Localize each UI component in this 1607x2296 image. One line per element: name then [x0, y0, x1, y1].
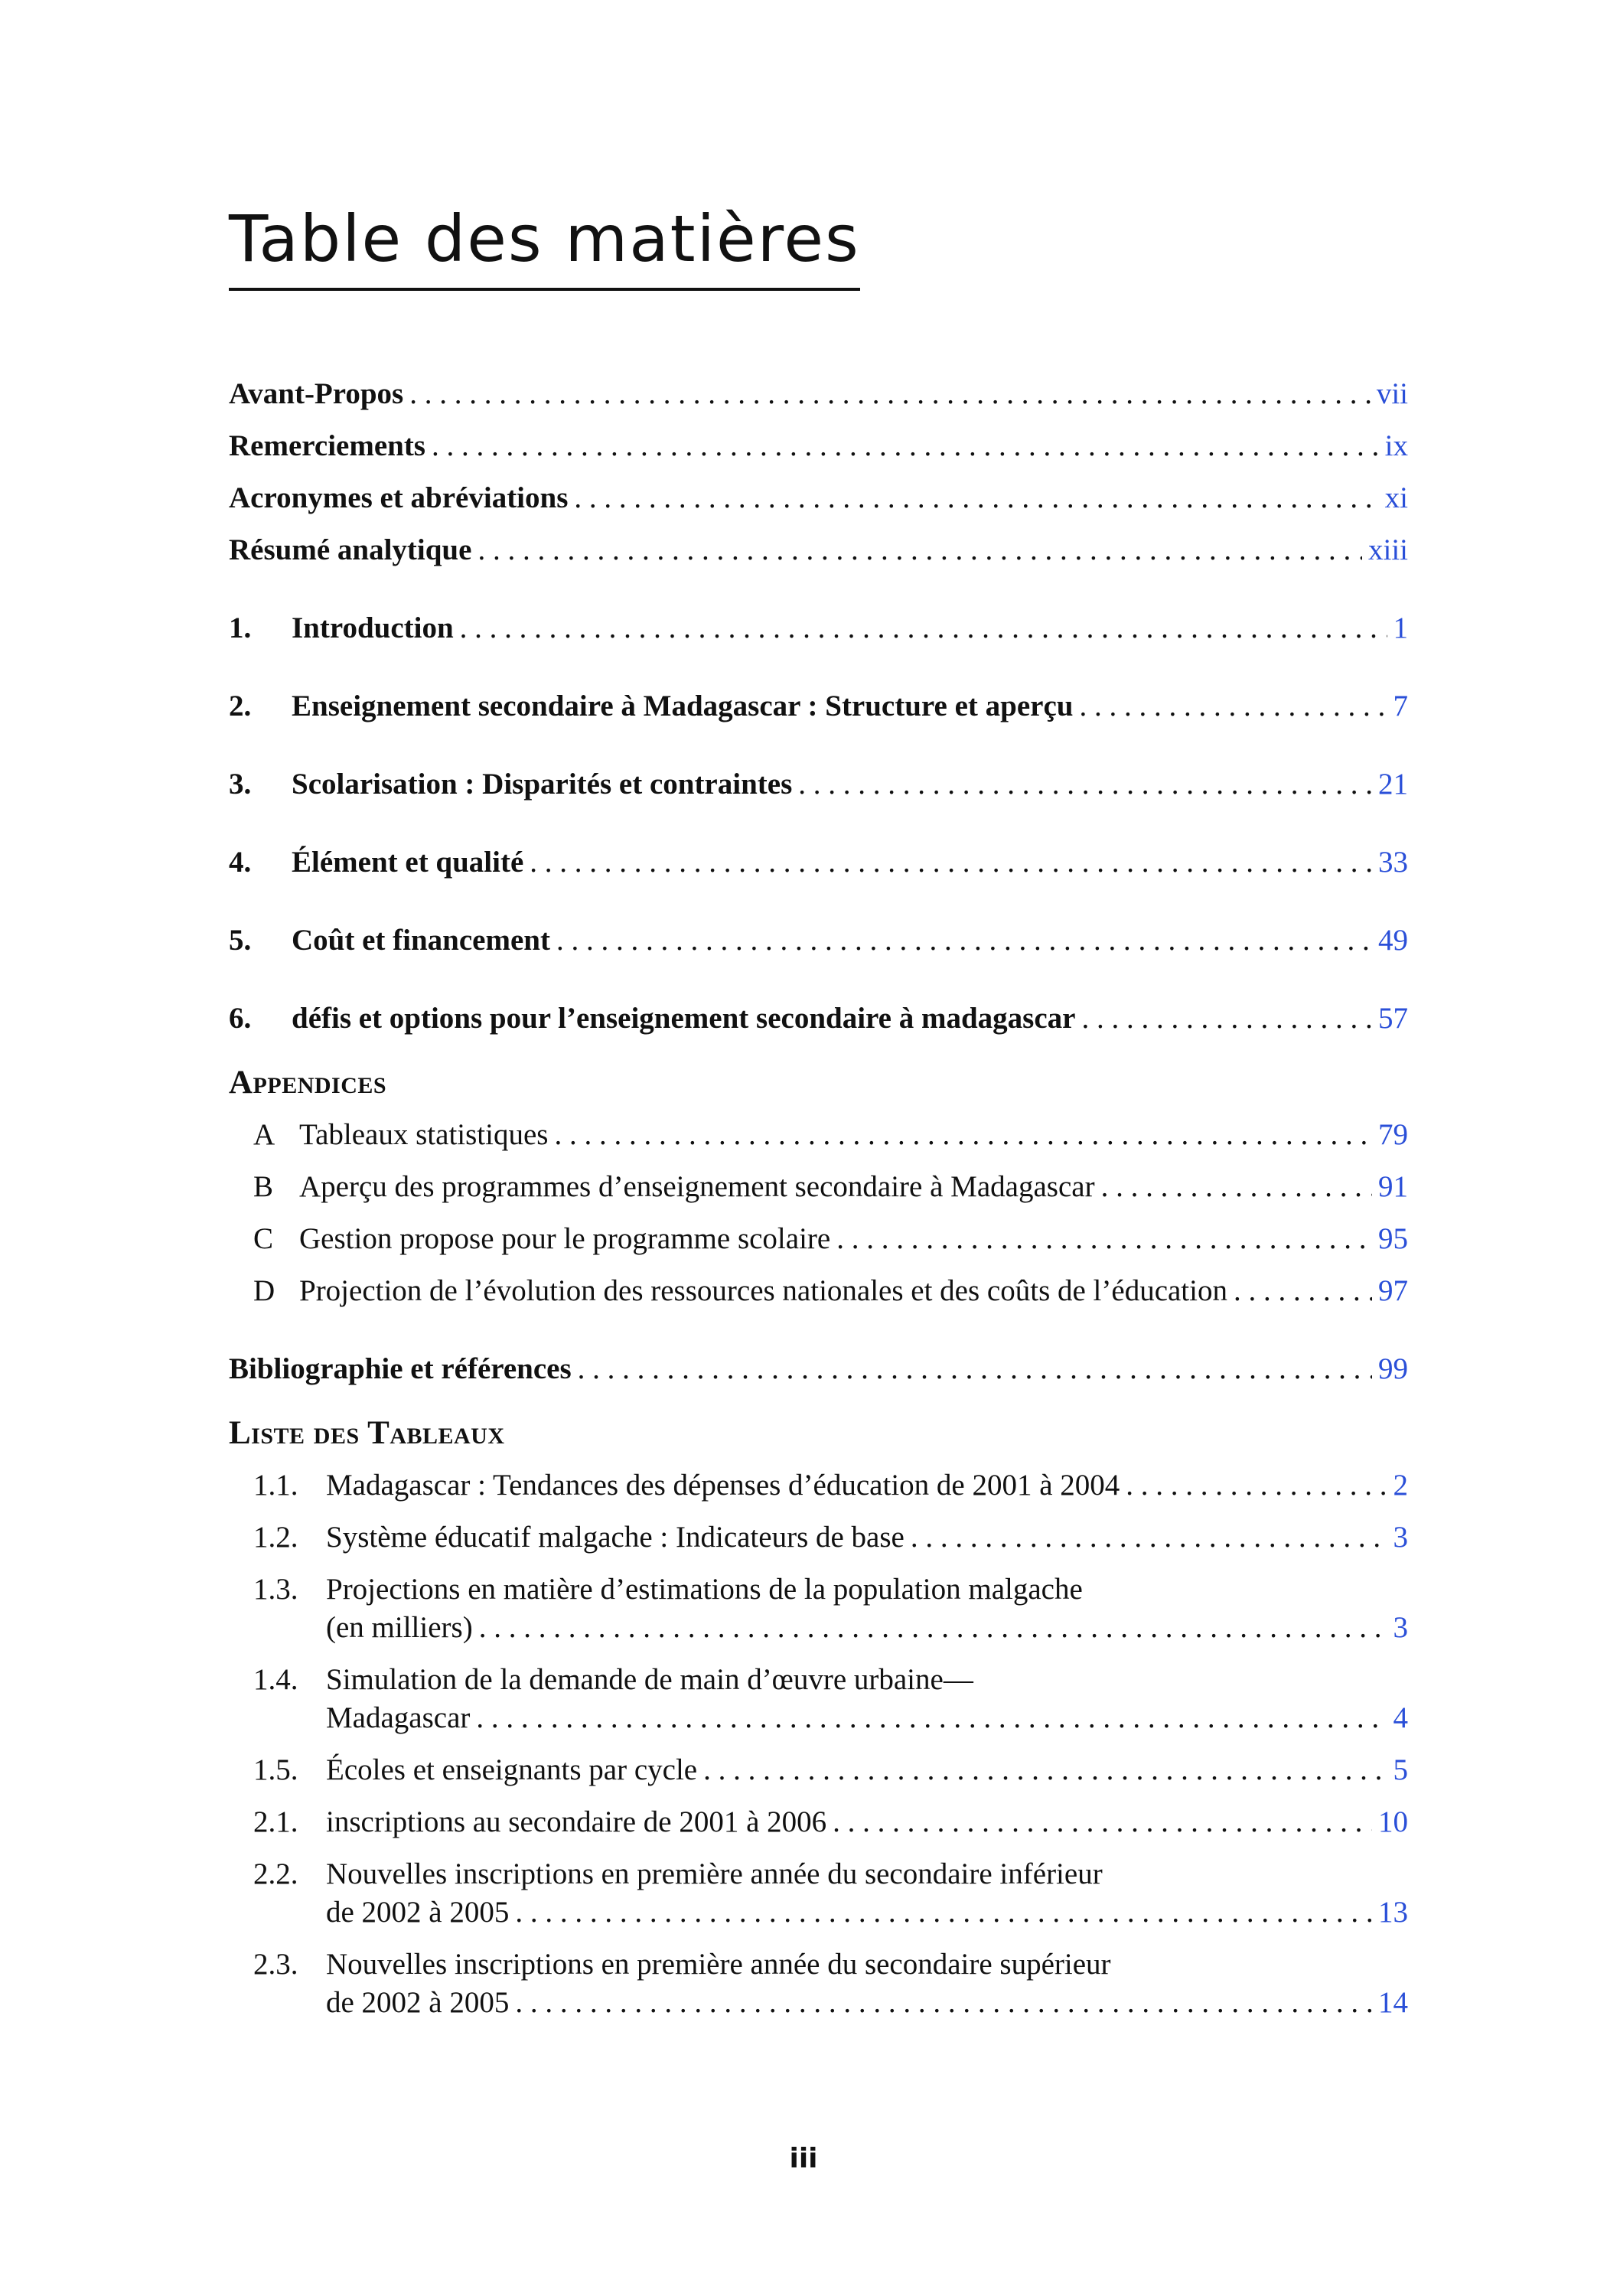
toc-entry-acronymes[interactable]	[229, 479, 1408, 517]
toc-entry-title: Bibliographie et références	[229, 1352, 572, 1385]
table-title-continued: de 2002 à 2005	[326, 1896, 510, 1929]
toc-table-1-1[interactable]	[229, 1466, 1408, 1505]
appendix-letter: A	[253, 1118, 275, 1151]
toc-chapter-4[interactable]	[229, 843, 1408, 882]
dot-leader	[556, 921, 1372, 960]
toc-entry-title: Acronymes et abréviations	[229, 481, 569, 514]
toc-chapter-3[interactable]	[229, 765, 1408, 804]
dot-leader	[798, 765, 1372, 804]
dot-leader	[1126, 1466, 1387, 1505]
toc-page-link[interactable]: 99	[1378, 1352, 1408, 1385]
table-title: Projections en matière d’estimations de la population malgache	[326, 1573, 1083, 1606]
table-title: Système éducatif malgache : Indicateurs de base	[326, 1521, 905, 1554]
table-number: 1.1.	[253, 1469, 298, 1502]
toc-entry-avant-propos[interactable]	[229, 375, 1408, 413]
chapter-number: 4.	[229, 846, 252, 879]
toc-page-link[interactable]: 14	[1378, 1986, 1408, 2019]
table-number: 1.4.	[253, 1663, 298, 1696]
toc-page-link[interactable]: 49	[1378, 924, 1408, 957]
table-number: 1.5.	[253, 1753, 298, 1786]
table-title: Nouvelles inscriptions en première année du secondaire inférieur	[326, 1857, 1103, 1890]
tables-heading: Liste des Tableaux	[229, 1415, 505, 1451]
toc-entry-resume[interactable]	[229, 531, 1408, 569]
toc-table-1-4[interactable]	[229, 1661, 1408, 1737]
footer-page-number: iii	[789, 2143, 818, 2174]
dot-leader	[1234, 1272, 1372, 1310]
chapter-number: 2.	[229, 690, 252, 722]
toc-chapter-5[interactable]	[229, 921, 1408, 960]
toc-page-link[interactable]: 10	[1378, 1805, 1408, 1838]
toc-page-link[interactable]: 2	[1393, 1469, 1408, 1502]
appendix-title: Tableaux statistiques	[299, 1118, 549, 1151]
toc-page-link[interactable]: 5	[1393, 1753, 1408, 1786]
chapter-number: 6.	[229, 1002, 252, 1035]
dot-leader	[703, 1751, 1387, 1789]
appendix-letter: C	[253, 1222, 274, 1255]
toc-table-1-2[interactable]	[229, 1518, 1408, 1557]
dot-leader	[460, 609, 1387, 647]
dot-leader	[1101, 1168, 1372, 1206]
toc-page-link[interactable]: xiii	[1367, 533, 1408, 566]
appendix-title: Aperçu des programmes d’enseignement secondaire à Madagascar	[299, 1170, 1095, 1203]
table-of-contents	[229, 375, 1408, 2036]
toc-page-link[interactable]: 4	[1393, 1701, 1408, 1734]
dot-leader	[1079, 687, 1387, 726]
toc-page-link[interactable]: 3	[1393, 1611, 1408, 1644]
toc-table-2-3[interactable]	[229, 1945, 1408, 2022]
table-title: Nouvelles inscriptions en première année du secondaire supérieur	[326, 1948, 1111, 1981]
toc-entry-title: Résumé analytique	[229, 533, 472, 566]
toc-appendix-c[interactable]	[229, 1220, 1408, 1258]
appendices-heading: Appendices	[229, 1065, 387, 1101]
toc-appendix-b[interactable]	[229, 1168, 1408, 1206]
dot-leader	[476, 1699, 1387, 1737]
toc-page-link[interactable]: vii	[1376, 377, 1408, 410]
appendix-letter: B	[253, 1170, 274, 1203]
chapter-number: 1.	[229, 612, 252, 644]
toc-appendix-d[interactable]	[229, 1272, 1408, 1310]
table-title: Madagascar : Tendances des dépenses d’éducation de 2001 à 2004	[326, 1469, 1120, 1502]
dot-leader	[432, 427, 1379, 465]
table-title: Écoles et enseignants par cycle	[326, 1753, 698, 1786]
page-title: Table des matières	[229, 207, 860, 291]
toc-entry-title: Remerciements	[229, 429, 425, 462]
toc-appendix-a[interactable]	[229, 1116, 1408, 1154]
table-number: 1.2.	[253, 1521, 298, 1554]
chapter-number: 3.	[229, 768, 252, 801]
table-number: 2.3.	[253, 1948, 298, 1981]
chapter-title: Coût et financement	[292, 924, 550, 957]
toc-table-1-5[interactable]	[229, 1751, 1408, 1789]
dot-leader	[1081, 1000, 1372, 1038]
dot-leader	[578, 1350, 1372, 1388]
table-number: 2.1.	[253, 1805, 298, 1838]
toc-entry-title: Avant-Propos	[229, 377, 404, 410]
toc-page-link[interactable]: 1	[1393, 612, 1408, 644]
table-title-continued: de 2002 à 2005	[326, 1986, 510, 2019]
toc-table-2-2[interactable]	[229, 1855, 1408, 1932]
toc-page-link[interactable]: 13	[1378, 1896, 1408, 1929]
dot-leader	[479, 1609, 1387, 1647]
toc-page-link[interactable]: xi	[1384, 481, 1408, 514]
toc-page-link[interactable]: 33	[1378, 846, 1408, 879]
dot-leader	[478, 531, 1362, 569]
table-title-continued: Madagascar	[326, 1701, 471, 1734]
chapter-title: Élément et qualité	[292, 846, 524, 879]
toc-page-link[interactable]: ix	[1384, 429, 1408, 462]
dot-leader	[833, 1803, 1372, 1841]
toc-entry-bibliographie[interactable]	[229, 1350, 1408, 1388]
table-number: 1.3.	[253, 1573, 298, 1606]
toc-table-1-3[interactable]	[229, 1570, 1408, 1647]
chapter-title: Introduction	[292, 612, 454, 644]
toc-page-link[interactable]: 97	[1378, 1274, 1408, 1307]
dot-leader	[836, 1220, 1372, 1258]
toc-entry-remerciements[interactable]	[229, 427, 1408, 465]
dot-leader	[530, 843, 1372, 882]
table-title: inscriptions au secondaire de 2001 à 2006	[326, 1805, 827, 1838]
toc-chapter-1[interactable]	[229, 609, 1408, 647]
toc-page-link[interactable]: 57	[1378, 1002, 1408, 1035]
dot-leader	[574, 479, 1378, 517]
appendix-title: Projection de l’évolution des ressources nationales et des coûts de l’éducation	[299, 1274, 1227, 1307]
dot-leader	[515, 1984, 1372, 2022]
dot-leader	[515, 1893, 1372, 1932]
toc-page-link[interactable]: 21	[1378, 768, 1408, 801]
toc-page-link[interactable]: 91	[1378, 1170, 1408, 1203]
chapter-number: 5.	[229, 924, 252, 957]
toc-page-link[interactable]: 79	[1378, 1118, 1408, 1151]
table-title-continued: (en milliers)	[326, 1611, 473, 1644]
toc-table-2-1[interactable]	[229, 1803, 1408, 1841]
dot-leader	[554, 1116, 1372, 1154]
dot-leader	[911, 1518, 1387, 1557]
dot-leader	[409, 375, 1371, 413]
appendix-title: Gestion propose pour le programme scolaire	[299, 1222, 831, 1255]
toc-page-link[interactable]: 3	[1393, 1521, 1408, 1554]
chapter-title: Scolarisation : Disparités et contraintes	[292, 768, 793, 801]
table-title: Simulation de la demande de main d’œuvre urbaine—	[326, 1663, 973, 1696]
table-number: 2.2.	[253, 1857, 298, 1890]
appendix-letter: D	[253, 1274, 275, 1307]
chapter-title: défis et options pour l’enseignement secondaire à madagascar	[292, 1002, 1076, 1035]
toc-chapter-6[interactable]	[229, 1000, 1408, 1038]
toc-chapter-2[interactable]	[229, 687, 1408, 726]
toc-page-link[interactable]: 7	[1393, 690, 1408, 722]
chapter-title: Enseignement secondaire à Madagascar : Structure et aperçu	[292, 690, 1074, 722]
toc-page-link[interactable]: 95	[1378, 1222, 1408, 1255]
